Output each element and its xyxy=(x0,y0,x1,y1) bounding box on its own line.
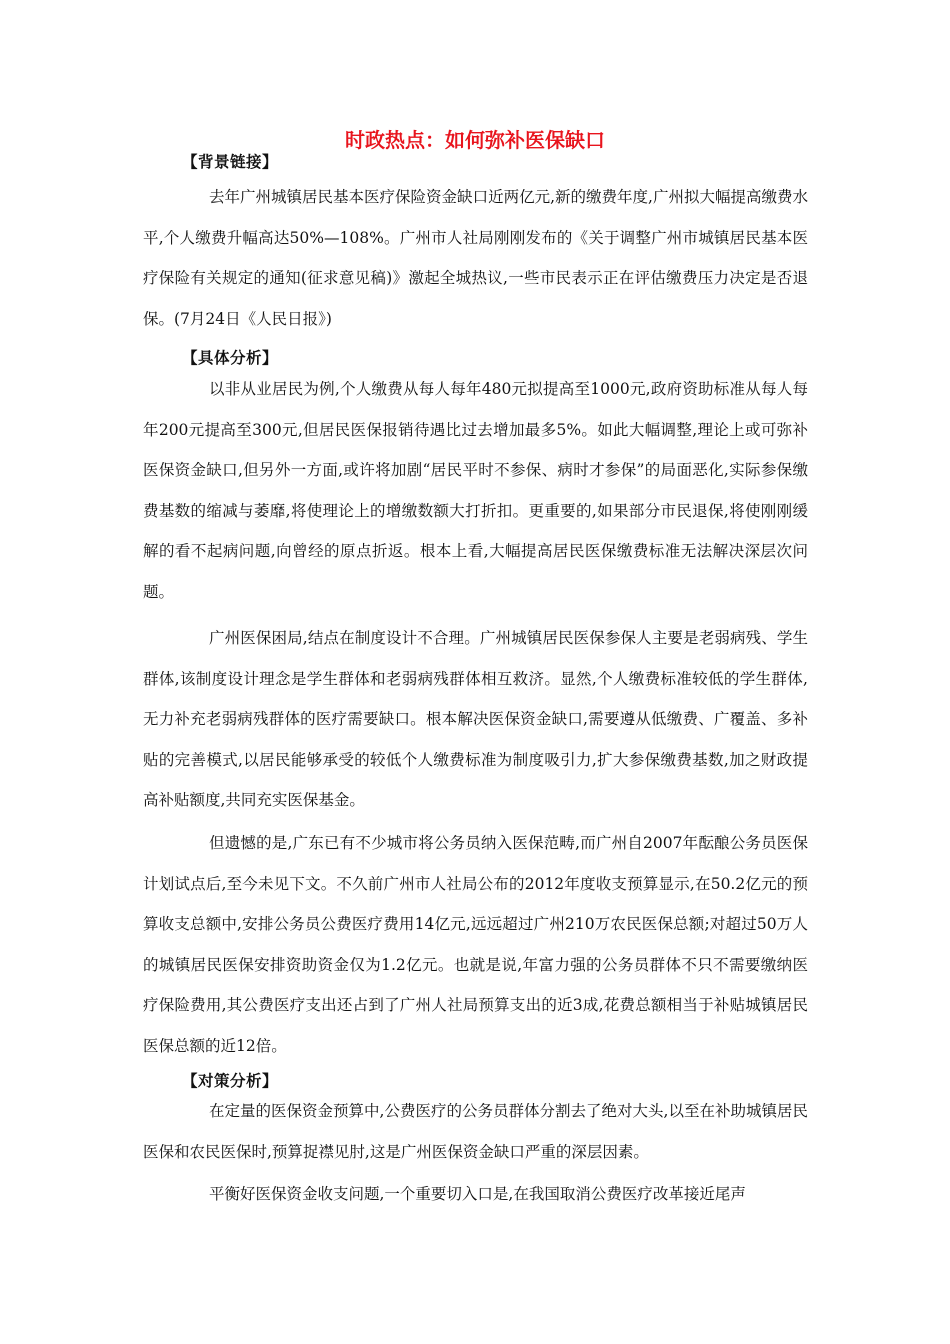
paragraph-analysis-2: 广州医保困局,结点在制度设计不合理。广州城镇居民医保参保人主要是老弱病残、学生群体,该制度设计理念是学生群体和老弱病残群体相互救济。显然,个人缴费标准较低的学生群体,无力补充老弱病残群体的医疗需要缺口。根本解决医保资金缺口,需要遵从低缴费、广覆盖、多补贴的完善模式,以居民能够承受的较低个人缴费标准为制度吸引力,扩大参保缴费基数,加之财政提高补贴额度,共同充实医保基金。 xyxy=(143,629,808,809)
paragraph-background: 去年广州城镇居民基本医疗保险资金缺口近两亿元,新的缴费年度,广州拟大幅提高缴费水平,个人缴费升幅高达50%—108%。广州市人社局刚刚发布的《关于调整广州市城镇居民基本医疗保险有关规定的通知(征求意见稿)》激起全城热议,一些市民表示正在评估缴费压力决定是否退保。(7月24日《人民日报》) xyxy=(143,188,808,328)
paragraph-analysis-3: 但遗憾的是,广东已有不少城市将公务员纳入医保范畴,而广州自2007年酝酿公务员医保计划试点后,至今未见下文。不久前广州市人社局公布的2012年度收支预算显示,在50.2亿元的预算收支总额中,安排公务员公费医疗费用14亿元,远远超过广州210万农民医保总额;对超过50万人的城镇居民医保安排资助资金仅为1.2亿元。也就是说,年富力强的公务员群体不只不需要缴纳医疗保险费用,其公费医疗支出还占到了广州人社局预算支出的近3成,花费总额相当于补贴城镇居民医保总额的近12倍。 xyxy=(143,834,808,1055)
paragraph-analysis-1: 以非从业居民为例,个人缴费从每人每年480元拟提高至1000元,政府资助标准从每人每年200元提高至300元,但居民医保报销待遇比过去增加最多5%。如此大幅调整,理论上或可弥补医保资金缺口,但另外一方面,或许将加剧“居民平时不参保、病时才参保”的局面恶化,实际参保缴费基数的缩减与萎靡,将使理论上的增缴数额大打折扣。更重要的,如果部分市民退保,将使刚刚缓解的看不起病问题,向曾经的原点折返。根本上看,大幅提高居民医保缴费标准无法解决深层次问题。 xyxy=(143,380,808,601)
paragraph-countermeasures-2: 平衡好医保资金收支问题,一个重要切入口是,在我国取消公费医疗改革接近尾声 xyxy=(209,1185,746,1203)
section-heading-countermeasures: 【对策分析】 xyxy=(182,1071,279,1090)
document-title: 时政热点：如何弥补医保缺口 xyxy=(345,128,605,152)
section-heading-background: 【背景链接】 xyxy=(182,152,279,171)
paragraph-countermeasures-1: 在定量的医保资金预算中,公费医疗的公务员群体分割去了绝对大头,以至在补助城镇居民医保和农民医保时,预算捉襟见肘,这是广州医保资金缺口严重的深层因素。 xyxy=(143,1102,808,1161)
section-heading-analysis: 【具体分析】 xyxy=(182,348,279,367)
